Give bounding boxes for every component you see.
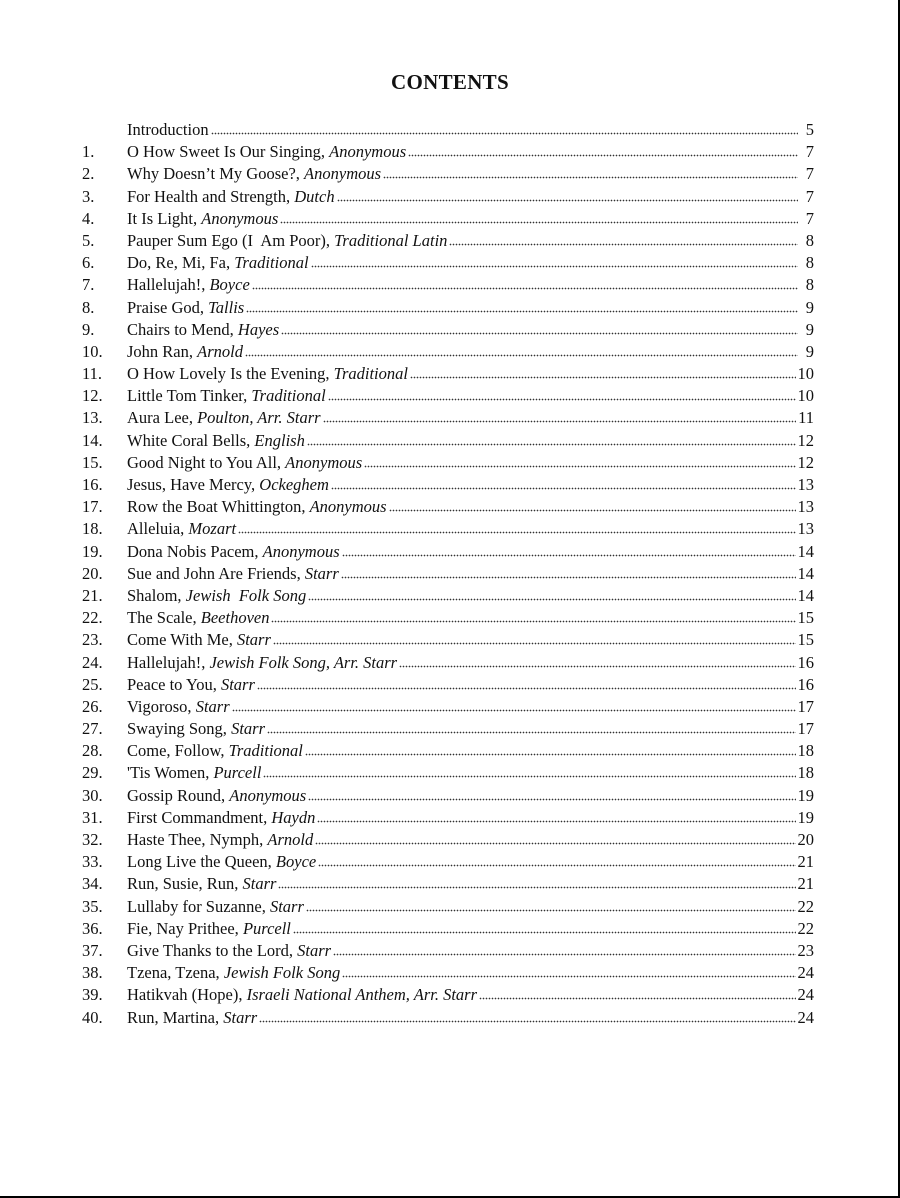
entry-title-wrap [127,341,243,363]
toc-entry [82,873,814,895]
entry-author: Anonymous [201,208,279,228]
entry-author: Starr [223,1007,258,1027]
entry-page-number: 7 [805,208,814,228]
entry-number: 24. [82,652,103,672]
entry-title-wrap [127,762,261,784]
entry-author: Boyce [275,852,317,872]
entry-title-wrap [127,363,408,385]
entry-page-number: 8 [805,275,814,295]
entry-number: 20. [82,563,103,583]
entry-title-wrap [127,696,230,718]
entry-title: For Health and Strength, [127,186,295,206]
entry-title-wrap [127,873,276,895]
entry-title: Run, Susie, Run, [127,874,243,894]
entry-title-wrap [127,1007,257,1029]
toc-entry [82,829,814,851]
entry-number: 5. [82,230,95,250]
entry-title: Shalom, [127,585,186,605]
dot-leader [246,309,798,313]
entry-number: 26. [82,696,103,716]
toc-entry [82,940,814,962]
entry-title: John Ran, [127,341,198,361]
entry-page-number: 17 [797,696,814,716]
entry-page-number: 24 [797,1007,814,1027]
dot-leader [337,198,798,202]
entry-page-number: 13 [797,519,814,539]
entry-number: 9. [82,319,95,339]
entry-number: 30. [82,785,103,805]
entry-page-number: 16 [797,652,814,672]
toc-entry [82,385,814,407]
entry-title: Haste Thee, Nymph, [127,830,268,849]
entry-title: Why Doesn’t My Goose?, [127,164,305,184]
dot-leader [252,286,798,290]
entry-number: 4. [82,208,95,228]
toc-entry [82,252,814,274]
entry-title: Hallelujah!, [127,652,210,672]
entry-title: Come, Follow, [127,741,229,761]
toc-entry [82,341,814,363]
dot-leader [307,442,796,446]
entry-title: Pauper Sum Ego (I Am Poor), [127,230,335,250]
entry-page-number: 20 [797,830,814,849]
entry-title: Swaying Song, [127,719,232,739]
toc-entry [82,186,814,208]
toc-entry [82,141,814,163]
dot-leader [479,996,795,1000]
entry-title: Give Thanks to the Lord, [127,940,298,960]
dot-leader [333,952,795,956]
entry-number: 38. [82,963,103,983]
entry-title-wrap [127,962,340,984]
entry-page-number: 13 [797,475,814,494]
entry-number: 18. [82,519,103,539]
entry-author: Jewish Folk Song [185,585,307,605]
entry-title: Gossip Round, [127,785,230,805]
toc-entry [82,918,814,940]
entry-title: Long Live the Queen, [127,852,276,872]
entry-author: Starr [297,940,332,960]
entry-author: English [254,430,305,450]
toc-entry [82,274,814,296]
toc-entry [82,1007,814,1029]
entry-author: Starr [242,874,277,894]
entry-author: Boyce [209,275,250,295]
dot-leader [341,575,796,579]
entry-number: 27. [82,719,103,739]
entry-author: Poulton, Arr. Starr [197,408,321,428]
entry-page-number: 19 [797,785,814,805]
entry-author: Arnold [197,341,243,361]
entry-page-number: 7 [805,142,814,162]
entry-number: 13. [82,408,103,428]
entry-page-number: 12 [797,430,814,450]
entry-author: Beethoven [200,608,270,628]
entry-page-number: 15 [797,630,814,650]
entry-number: 3. [82,186,95,206]
entry-author: Starr [220,674,255,694]
dot-leader [245,353,798,357]
entry-author: Israeli National Anthem, Arr. Starr [246,985,478,1005]
entry-author: Ockeghem [259,475,329,494]
toc-entry [82,740,814,762]
dot-leader [383,175,798,179]
entry-title-wrap [127,807,315,829]
entry-title: Introduction [127,120,209,139]
entry-page-number: 23 [797,940,814,960]
toc-entry [82,297,814,319]
entry-page-number: 14 [797,585,814,605]
entry-number: 22. [82,608,103,628]
entry-title: First Commandment, [127,807,272,827]
entry-author: Jewish Folk Song, Arr. Starr [209,652,398,672]
entry-title-wrap [127,629,271,651]
entry-author: Arnold [267,830,314,849]
entry-title-wrap [127,940,331,962]
entry-number: 21. [82,585,103,605]
toc-entry [82,896,814,918]
entry-page-number: 19 [797,807,814,827]
toc-entry [82,452,814,474]
entry-title-wrap [127,896,304,918]
dot-leader [342,974,795,978]
entry-title-wrap [127,829,313,851]
toc-entry [82,629,814,651]
entry-title-wrap [127,674,255,696]
entry-page-number: 10 [797,386,814,406]
entry-page-number: 21 [797,874,814,894]
entry-title: Praise God, [127,297,209,317]
entry-page-number: 18 [797,763,814,783]
entry-number: 16. [82,475,103,494]
entry-page-number: 16 [797,674,814,694]
entry-title: White Coral Bells, [127,430,255,450]
entry-title: Row the Boat Whittington, [127,497,310,517]
entry-title: Lullaby for Suzanne, [127,896,270,916]
entry-title-wrap [127,297,244,319]
entry-page-number: 14 [797,541,814,561]
entry-title: Little Tom Tinker, [127,386,252,406]
entry-page-number: 13 [797,497,814,517]
dot-leader [331,486,796,490]
dot-leader [449,242,798,246]
entry-page-number: 11 [798,408,814,428]
dot-leader [238,530,795,534]
entry-author: Mozart [188,519,237,539]
entry-title-wrap [127,585,306,607]
entry-number: 11. [82,364,103,384]
dot-leader [306,908,796,912]
entry-title-wrap [127,119,209,141]
toc-entry [82,674,814,696]
entry-title: Do, Re, Mi, Fa, [127,253,235,273]
entry-title: O How Sweet Is Our Singing, [127,142,330,162]
entry-author: Traditional Latin [334,230,448,250]
toc-entry [82,718,814,740]
toc-entry [82,430,814,452]
entry-title-wrap [127,652,397,674]
dot-leader [389,508,796,512]
entry-page-number: 8 [805,230,814,250]
entry-title: 'Tis Women, [127,763,214,783]
entry-title-wrap [127,740,303,762]
page-title: CONTENTS [391,70,509,94]
entry-author: Purcell [213,763,262,783]
entry-title: Hallelujah!, [127,275,210,295]
toc-entry [82,851,814,873]
entry-title-wrap [127,474,329,496]
entry-title-wrap [127,252,309,274]
entry-number: 28. [82,741,103,761]
entry-author: Purcell [242,918,291,938]
dot-leader [315,841,795,845]
entry-title-wrap [127,518,236,540]
entry-number: 36. [82,918,103,938]
entry-author: Anonymous [309,497,387,517]
entry-title-wrap [127,274,250,296]
entry-title-wrap [127,918,291,940]
toc-entry [82,163,814,185]
entry-number: 1. [82,142,95,162]
entry-title: Sue and John Are Friends, [127,563,305,583]
entry-title: Hatikvah (Hope), [127,985,247,1005]
entry-author: Starr [195,696,230,716]
toc-entry [82,496,814,518]
dot-leader [317,819,795,823]
entry-page-number: 9 [805,297,814,317]
entry-page-number: 17 [797,719,814,739]
entry-title-wrap [127,163,381,185]
entry-title: Jesus, Have Mercy, [127,475,260,494]
entry-title: Fie, Nay Prithee, [127,918,243,938]
entry-page-number: 9 [805,341,814,361]
entry-title-wrap [127,984,477,1006]
entry-title: Come With Me, [127,630,237,650]
entry-title-wrap [127,452,362,474]
entry-number: 10. [82,341,103,361]
dot-leader [364,464,795,468]
toc-entry [82,518,814,540]
entry-number: 29. [82,763,103,783]
dot-leader [318,863,795,867]
entry-author: Starr [231,719,265,739]
dot-leader [408,153,798,157]
entry-page-number: 14 [797,563,814,583]
entry-title-wrap [127,563,339,585]
entry-author: Traditional [333,364,408,384]
entry-number: 7. [82,275,95,295]
dot-leader [257,686,796,690]
entry-author: Anonymous [229,785,307,805]
entry-number: 23. [82,630,103,650]
entry-number: 25. [82,674,103,694]
dot-leader [232,708,796,712]
entry-author: Anonymous [304,164,382,184]
entry-number: 33. [82,852,103,872]
entry-title-wrap [127,319,279,341]
dot-leader [293,930,796,934]
dot-leader [342,553,796,557]
entry-author: Jewish Folk Song [223,963,341,983]
dot-leader [280,220,798,224]
entry-author: Traditional [234,253,309,273]
dot-leader [410,375,796,379]
entry-number: 31. [82,807,103,827]
entry-page-number: 12 [797,452,814,472]
dot-leader [278,885,795,889]
toc-entry [82,319,814,341]
entry-page-number: 15 [797,608,814,628]
entry-number: 15. [82,452,103,472]
dot-leader [328,397,796,401]
dot-leader [271,619,795,623]
entry-number: 6. [82,253,95,273]
table-of-contents [82,119,814,1029]
entry-author: Traditional [251,386,326,406]
entry-number: 19. [82,541,103,561]
entry-page-number: 18 [797,741,814,761]
dot-leader [259,1019,795,1023]
entry-number: 12. [82,386,103,406]
entry-page-number: 5 [805,120,814,139]
entry-title: It Is Light, [127,208,202,228]
entry-number: 8. [82,297,95,317]
toc-entry [82,984,814,1006]
entry-title-wrap [127,718,265,740]
entry-page-number: 9 [805,319,814,339]
entry-title-wrap [127,785,306,807]
entry-title: Aura Lee, [127,408,198,428]
toc-entry [82,541,814,563]
entry-title: Alleluia, [127,519,189,539]
toc-entry [82,807,814,829]
entry-number: 17. [82,497,103,517]
dot-leader [311,264,798,268]
entry-author: Anonymous [262,541,340,561]
dot-leader [273,641,796,645]
entry-title-wrap [127,208,278,230]
entry-page-number: 10 [797,364,814,384]
toc-entry [82,652,814,674]
entry-title-wrap [127,141,406,163]
entry-author: Dutch [294,186,335,206]
entry-title: Vigoroso, [127,696,196,716]
entry-title: Chairs to Mend, [127,319,238,339]
entry-title: Peace to You, [127,674,221,694]
entry-title-wrap [127,230,447,252]
entry-number: 40. [82,1007,103,1027]
entry-number: 37. [82,940,103,960]
entry-author: Starr [304,563,339,583]
entry-page-number: 24 [797,985,814,1005]
entry-author: Hayes [237,319,280,339]
entry-author: Anonymous [285,452,363,472]
entry-page-number: 7 [805,186,814,206]
dot-leader [308,797,795,801]
dot-leader [399,664,795,668]
entry-number: 35. [82,896,103,916]
dot-leader [211,131,798,135]
entry-title: Run, Martina, [127,1007,224,1027]
toc-entry [82,585,814,607]
toc-entry [82,363,814,385]
entry-title-wrap [127,541,340,563]
entry-page-number: 21 [797,852,814,872]
entry-title: O How Lovely Is the Evening, [127,364,334,384]
entry-title-wrap [127,385,326,407]
entry-page-number: 22 [797,896,814,916]
entry-number: 39. [82,985,103,1005]
entry-author: Starr [269,896,304,916]
entry-title: Dona Nobis Pacem, [127,541,263,561]
toc-entry [82,230,814,252]
entry-author: Tallis [208,297,245,317]
entry-author: Traditional [228,741,303,761]
entry-author: Anonymous [329,142,407,162]
toc-entry [82,208,814,230]
entry-title-wrap [127,407,321,429]
entry-number: 32. [82,830,103,849]
toc-entry [82,762,814,784]
entry-title: Good Night to You All, [127,452,286,472]
dot-leader [281,331,798,335]
toc-entry [82,119,814,141]
toc-entry [82,962,814,984]
entry-number: 34. [82,874,103,894]
entry-title: The Scale, [127,608,201,628]
dot-leader [263,774,795,778]
entry-title-wrap [127,851,316,873]
dot-leader [267,730,796,734]
entry-page-number: 7 [805,164,814,184]
dot-leader [305,752,796,756]
entry-title-wrap [127,496,387,518]
toc-entry [82,607,814,629]
entry-number: 2. [82,164,95,184]
entry-author: Starr [236,630,271,650]
toc-entry [82,696,814,718]
entry-title-wrap [127,186,335,208]
entry-title-wrap [127,430,305,452]
entry-page-number: 8 [805,253,814,273]
toc-entry [82,563,814,585]
dot-leader [308,597,795,601]
entry-number: 14. [82,430,103,450]
entry-page-number: 24 [797,963,814,983]
entry-title-wrap [127,607,269,629]
toc-entry [82,785,814,807]
toc-entry [82,474,814,496]
dot-leader [323,419,797,423]
toc-entry [82,407,814,429]
entry-title: Tzena, Tzena, [127,963,224,983]
entry-page-number: 22 [797,918,814,938]
entry-author: Haydn [271,807,316,827]
